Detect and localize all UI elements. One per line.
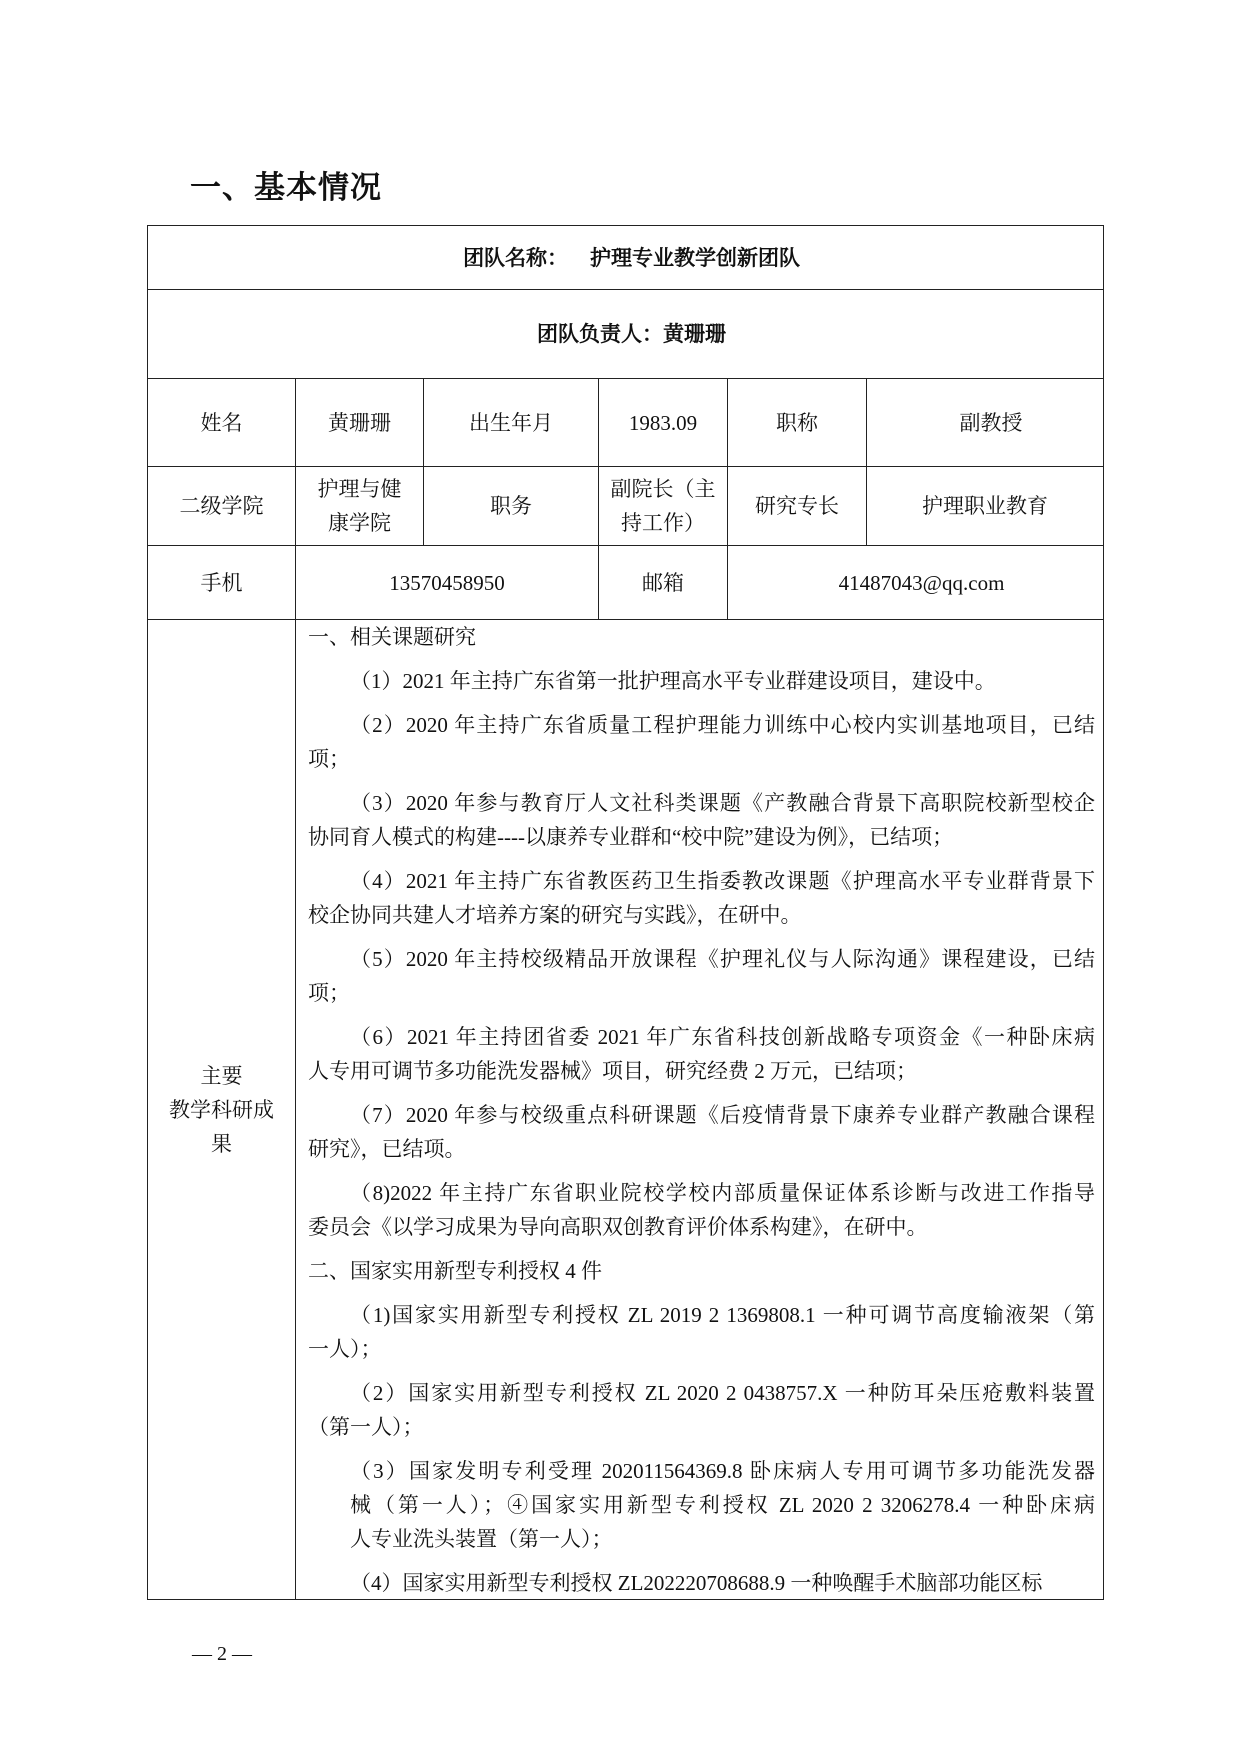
achievement-item [308, 864, 1095, 932]
achievements-label-line: 果 [211, 1131, 232, 1156]
achievement-line: 委员会《以学习成果为导向高职双创教育评价体系构建》，在研中。 [308, 1215, 928, 1239]
achievement-line: 二、国家实用新型专利授权 4 件 [308, 1259, 602, 1283]
name-value: 黄珊珊 [296, 379, 424, 467]
achievement-line: （6）2021 年主持团省委 2021 年广东省科技创新战略专项资金《一种卧床病 [350, 1025, 1096, 1049]
achievement-line: （第一人）； [308, 1415, 424, 1439]
achievement-item [308, 664, 1095, 698]
achievement-line: 一人）； [308, 1337, 382, 1361]
team-name-row [148, 226, 1104, 290]
achievement-section-heading [308, 620, 1095, 654]
email-label: 邮箱 [599, 546, 728, 620]
achievement-line: 协同育人模式的构建----以康养专业群和“校中院”建设为例》，已结项； [308, 825, 954, 849]
info-row-1 [148, 379, 1104, 467]
achievements-row [148, 620, 1104, 1600]
achievement-line: （3）国家发明专利受理 202011564369.8 卧床病人专用可调节多功能洗发器 [350, 1459, 1096, 1483]
achievement-section-heading [308, 1254, 1095, 1288]
expertise-value: 护理职业教育 [867, 467, 1104, 546]
achievement-item [308, 1566, 1095, 1599]
college-label: 二级学院 [148, 467, 296, 546]
achievement-line: （7）2020 年参与校级重点科研课题《后疫情背景下康养专业群产教融合课程 [350, 1103, 1096, 1127]
achievement-item [308, 1454, 1095, 1556]
team-name-cell [148, 226, 1104, 290]
leader-row [148, 290, 1104, 379]
basic-info-table [147, 225, 1104, 1600]
achievement-item [308, 942, 1095, 1010]
achievement-line: （4）2021 年主持广东省教医药卫生指委教改课题《护理高水平专业群背景下 [350, 869, 1096, 893]
achievement-item [308, 786, 1095, 854]
achievements-label [148, 620, 296, 1600]
achievement-line: 一、相关课题研究 [308, 625, 476, 649]
achievement-line: 人专业洗头装置（第一人）； [350, 1527, 613, 1551]
name-label: 姓名 [148, 379, 296, 467]
achievements-label-line: 主要 [200, 1063, 243, 1088]
achievement-item [308, 1298, 1095, 1366]
achievement-item [308, 1020, 1095, 1088]
achievement-item [308, 1176, 1095, 1244]
achievement-line: 研究》，已结项。 [308, 1137, 466, 1161]
achievement-line: 校企协同共建人才培养方案的研究与实践》，在研中。 [308, 903, 802, 927]
email-value: 41487043@qq.com [728, 546, 1104, 620]
expertise-label: 研究专长 [728, 467, 867, 546]
achievements-content [296, 620, 1103, 1599]
achievement-line: （5）2020 年主持校级精品开放课程《护理礼仪与人际沟通》课程建设，已结 [350, 947, 1096, 971]
position-label: 职务 [424, 467, 599, 546]
achievement-item [308, 1376, 1095, 1444]
phone-value: 13570458950 [296, 546, 599, 620]
birth-value: 1983.09 [599, 379, 728, 467]
achievements-label-line: 教学科研成 [169, 1097, 274, 1122]
achievement-item [308, 708, 1095, 776]
achievement-line: （3）2020 年参与教育厅人文社科类课题《产教融合背景下高职院校新型校企 [350, 791, 1096, 815]
info-row-3 [148, 546, 1104, 620]
leader-cell [148, 290, 1104, 379]
title-value: 副教授 [867, 379, 1104, 467]
achievement-line: （4）国家实用新型专利授权 ZL202220708688.9 一种唤醒手术脑部功能区标 [350, 1571, 1043, 1595]
achievement-line: （2）2020 年主持广东省质量工程护理能力训练中心校内实训基地项目，已结 [350, 713, 1096, 737]
achievement-line: （2）国家实用新型专利授权 ZL 2020 2 0438757.X 一种防耳朵压疮敷料装置 [350, 1381, 1096, 1405]
achievement-line: 械（第一人）；④国家实用新型专利授权 ZL 2020 2 3206278.4 一种卧床病 [350, 1493, 1096, 1517]
achievement-line: （1)国家实用新型专利授权 ZL 2019 2 1369808.1 一种可调节高度输液架（第 [350, 1303, 1096, 1327]
page-number: — 2 — [192, 1643, 252, 1665]
achievements-cell [296, 620, 1104, 1600]
birth-label: 出生年月 [424, 379, 599, 467]
achievement-line: （1）2021 年主持广东省第一批护理高水平专业群建设项目，建设中。 [350, 669, 996, 693]
phone-label: 手机 [148, 546, 296, 620]
achievement-item [308, 1098, 1095, 1166]
achievement-line: 人专用可调节多功能洗发器械》项目，研究经费 2 万元，已结项； [308, 1059, 917, 1083]
title-label: 职称 [728, 379, 867, 467]
leader-value: 黄珊珊 [663, 322, 727, 346]
team-name-label: 团队名称： [463, 245, 569, 270]
college-value: 护理与健康学院 [296, 467, 424, 546]
achievement-line: 项； [308, 981, 350, 1005]
team-name-value: 护理专业教学创新团队 [590, 245, 800, 270]
section-heading: 一、基本情况 [190, 170, 382, 206]
info-row-2 [148, 467, 1104, 546]
achievement-line: （8)2022 年主持广东省职业院校学校内部质量保证体系诊断与改进工作指导 [350, 1181, 1096, 1205]
leader-label: 团队负责人： [537, 322, 664, 346]
position-value: 副院长（主持工作） [599, 467, 728, 546]
achievement-line: 项； [308, 747, 350, 771]
